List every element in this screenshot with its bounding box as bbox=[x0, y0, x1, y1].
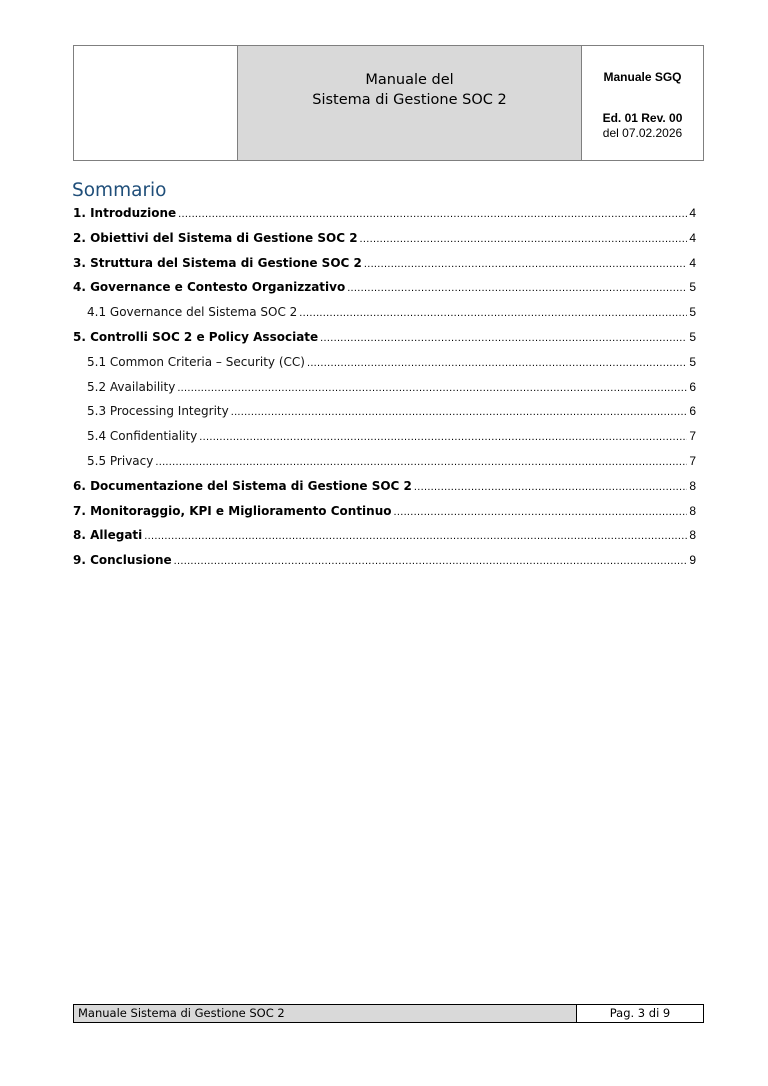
doc-type: Manuale SGQ bbox=[603, 70, 682, 84]
toc-entry-page[interactable]: 8 bbox=[689, 503, 696, 518]
header-info-cell bbox=[582, 46, 703, 160]
toc-entry[interactable] bbox=[73, 206, 696, 231]
toc-entry-page[interactable]: 5 bbox=[689, 354, 696, 369]
toc-dot-leader bbox=[174, 555, 688, 567]
toc-entry-label[interactable]: 5. Controlli SOC 2 e Policy Associate bbox=[73, 329, 319, 344]
toc-dot-leader bbox=[394, 506, 688, 518]
toc-entry-label[interactable]: 5.5 Privacy bbox=[87, 453, 154, 468]
toc-entry-page[interactable]: 6 bbox=[689, 404, 696, 419]
toc-dot-leader bbox=[178, 208, 687, 220]
toc-entry[interactable] bbox=[73, 330, 696, 355]
document-footer bbox=[73, 1004, 704, 1023]
toc-entry-label[interactable]: 4.1 Governance del Sistema SOC 2 bbox=[87, 305, 298, 320]
toc-entry[interactable] bbox=[73, 454, 696, 479]
toc-entry-page[interactable]: 5 bbox=[689, 280, 696, 295]
footer-page-info: Pag. 3 di 9 bbox=[609, 1006, 671, 1020]
toc-entry-page[interactable]: 6 bbox=[689, 379, 696, 394]
toc-entry-label[interactable]: 4. Governance e Contesto Organizzativo bbox=[73, 280, 346, 295]
toc-entry[interactable] bbox=[73, 355, 696, 380]
toc-entry[interactable] bbox=[73, 429, 696, 454]
toc-entry-page[interactable]: 8 bbox=[689, 528, 696, 543]
toc-entry[interactable] bbox=[73, 504, 696, 529]
toc-entry[interactable] bbox=[73, 305, 696, 330]
footer-doc-name: Manuale Sistema di Gestione SOC 2 bbox=[74, 1005, 577, 1022]
toc-entry-label[interactable]: 9. Conclusione bbox=[73, 553, 172, 568]
document-header bbox=[73, 45, 704, 161]
toc-title: Sommario bbox=[72, 180, 167, 201]
toc-entry-page[interactable]: 9 bbox=[689, 553, 696, 568]
toc-entry-label[interactable]: 6. Documentazione del Sistema di Gestione SOC 2 bbox=[73, 478, 412, 493]
toc-entry-label[interactable]: 7. Monitoraggio, KPI e Miglioramento Continuo bbox=[73, 503, 392, 518]
toc-entry-label[interactable]: 5.1 Common Criteria – Security (CC) bbox=[87, 354, 305, 369]
toc-entry-page[interactable]: 7 bbox=[689, 429, 696, 444]
header-title-cell bbox=[238, 46, 582, 160]
toc-entry-label[interactable]: 3. Struttura del Sistema di Gestione SOC 2 bbox=[73, 255, 362, 270]
toc-entry[interactable] bbox=[73, 553, 696, 578]
edition: Ed. 01 Rev. 00 bbox=[602, 111, 683, 125]
toc-entry[interactable] bbox=[73, 256, 696, 281]
toc-dot-leader bbox=[299, 307, 687, 319]
toc-entry[interactable] bbox=[73, 380, 696, 405]
header-title-line1: Manuale del bbox=[365, 72, 454, 88]
toc-entry-page[interactable]: 4 bbox=[689, 230, 696, 245]
logo-cell bbox=[74, 46, 238, 160]
toc-entry[interactable] bbox=[73, 404, 696, 429]
toc-entry-page[interactable]: 5 bbox=[689, 305, 696, 320]
toc-entry[interactable] bbox=[73, 479, 696, 504]
toc-entry-label[interactable]: 8. Allegati bbox=[73, 528, 143, 543]
toc-entry-label[interactable]: 5.3 Processing Integrity bbox=[87, 404, 229, 419]
toc-dot-leader bbox=[320, 332, 687, 344]
toc-entry-page[interactable]: 5 bbox=[689, 329, 696, 344]
toc-entry-page[interactable]: 8 bbox=[689, 478, 696, 493]
toc-entry-page[interactable]: 4 bbox=[689, 206, 696, 220]
toc-entry[interactable] bbox=[73, 280, 696, 305]
table-of-contents bbox=[73, 206, 696, 578]
toc-entry-label[interactable]: 2. Obiettivi del Sistema di Gestione SOC 2 bbox=[73, 230, 358, 245]
toc-dot-leader bbox=[364, 258, 687, 270]
toc-dot-leader bbox=[347, 282, 687, 294]
toc-entry[interactable] bbox=[73, 528, 696, 553]
toc-dot-leader bbox=[360, 233, 688, 245]
toc-entry-page[interactable]: 4 bbox=[689, 255, 696, 270]
toc-dot-leader bbox=[177, 382, 687, 394]
toc-dot-leader bbox=[414, 481, 687, 493]
toc-dot-leader bbox=[144, 530, 687, 542]
header-title-line2: Sistema di Gestione SOC 2 bbox=[312, 92, 507, 108]
toc-entry-label[interactable]: 1. Introduzione bbox=[73, 206, 177, 220]
toc-entry-label[interactable]: 5.4 Confidentiality bbox=[87, 429, 198, 444]
toc-dot-leader bbox=[231, 406, 688, 418]
toc-entry[interactable] bbox=[73, 231, 696, 256]
toc-dot-leader bbox=[199, 431, 687, 443]
toc-entry-page[interactable]: 7 bbox=[689, 453, 696, 468]
toc-dot-leader bbox=[155, 456, 687, 468]
doc-date: del 07.02.2026 bbox=[602, 126, 683, 140]
toc-dot-leader bbox=[307, 357, 687, 369]
toc-entry-label[interactable]: 5.2 Availability bbox=[87, 379, 176, 394]
